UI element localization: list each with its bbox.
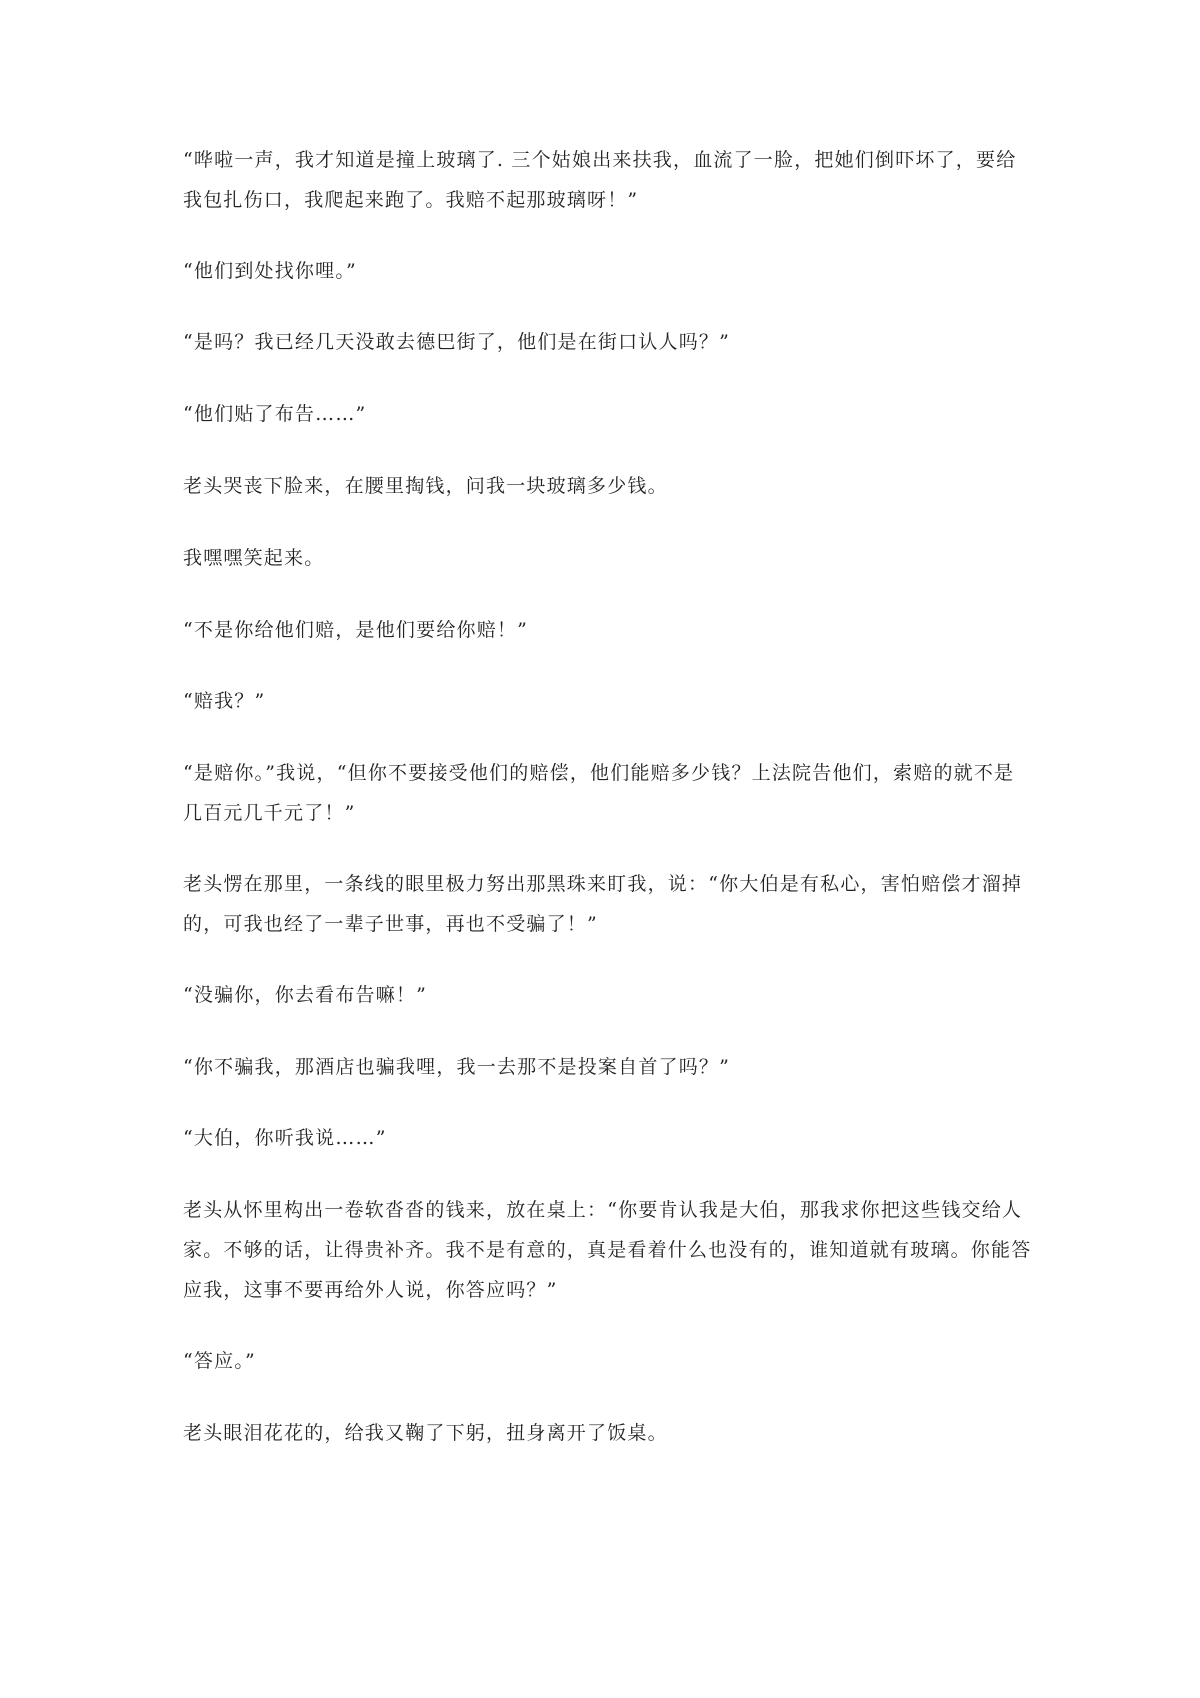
paragraph-12: “你不骗我，那酒店也骗我哩，我一去那不是投案自首了吗？”	[183, 1056, 731, 1078]
paragraph-7: “不是你给他们赔，是他们要给你赔！”	[183, 619, 529, 641]
paragraph-9: “是赔你。”我说，“但你不要接受他们的赔偿，他们能赔多少钱？上法院告他们，索赔的就不是几百元几千元了！”	[183, 762, 1015, 824]
paragraph-15: “答应。”	[183, 1350, 256, 1372]
paragraph-3: “是吗？我已经几天没敢去德巴街了，他们是在街口认人吗？”	[183, 331, 731, 353]
paragraph-10: 老头愣在那里，一条线的眼里极力努出那黑珠来盯我，说：“你大伯是有私心，害怕赔偿才溜掉的，可我也经了一辈子世事，再也不受骗了！”	[183, 873, 1023, 935]
paragraph-13: “大伯，你听我说……”	[183, 1127, 387, 1149]
paragraph-8: “赔我？”	[183, 690, 266, 712]
paragraph-1: “哗啦一声，我才知道是撞上玻璃了. 三个姑娘出来扶我，血流了一脸，把她们倒吓坏了，要给我包扎伤口，我爬起来跑了。我赔不起那玻璃呀！”	[183, 149, 1017, 211]
paragraph-6: 我嘿嘿笑起来。	[183, 547, 325, 569]
paragraph-16: 老头眼泪花花的，给我又鞠了下躬，扭身离开了饭桌。	[183, 1422, 668, 1444]
paragraph-5: 老头哭丧下脸来，在腰里掏钱，问我一块玻璃多少钱。	[183, 475, 668, 497]
paragraph-11: “没骗你，你去看布告嘛！”	[183, 984, 428, 1006]
paragraph-14: 老头从怀里构出一卷软沓沓的钱来，放在桌上：“你要肯认我是大伯，那我求你把这些钱交给人家。不够的话，让得贵补齐。我不是有意的，真是看着什么也没有的，谁知道就有玻璃。你能答应我，这事不要再给外人说，你答应吗？”	[183, 1199, 1032, 1301]
paragraph-4: “他们贴了布告……”	[183, 403, 367, 425]
paragraph-2: “他们到处找你哩。”	[183, 260, 357, 282]
